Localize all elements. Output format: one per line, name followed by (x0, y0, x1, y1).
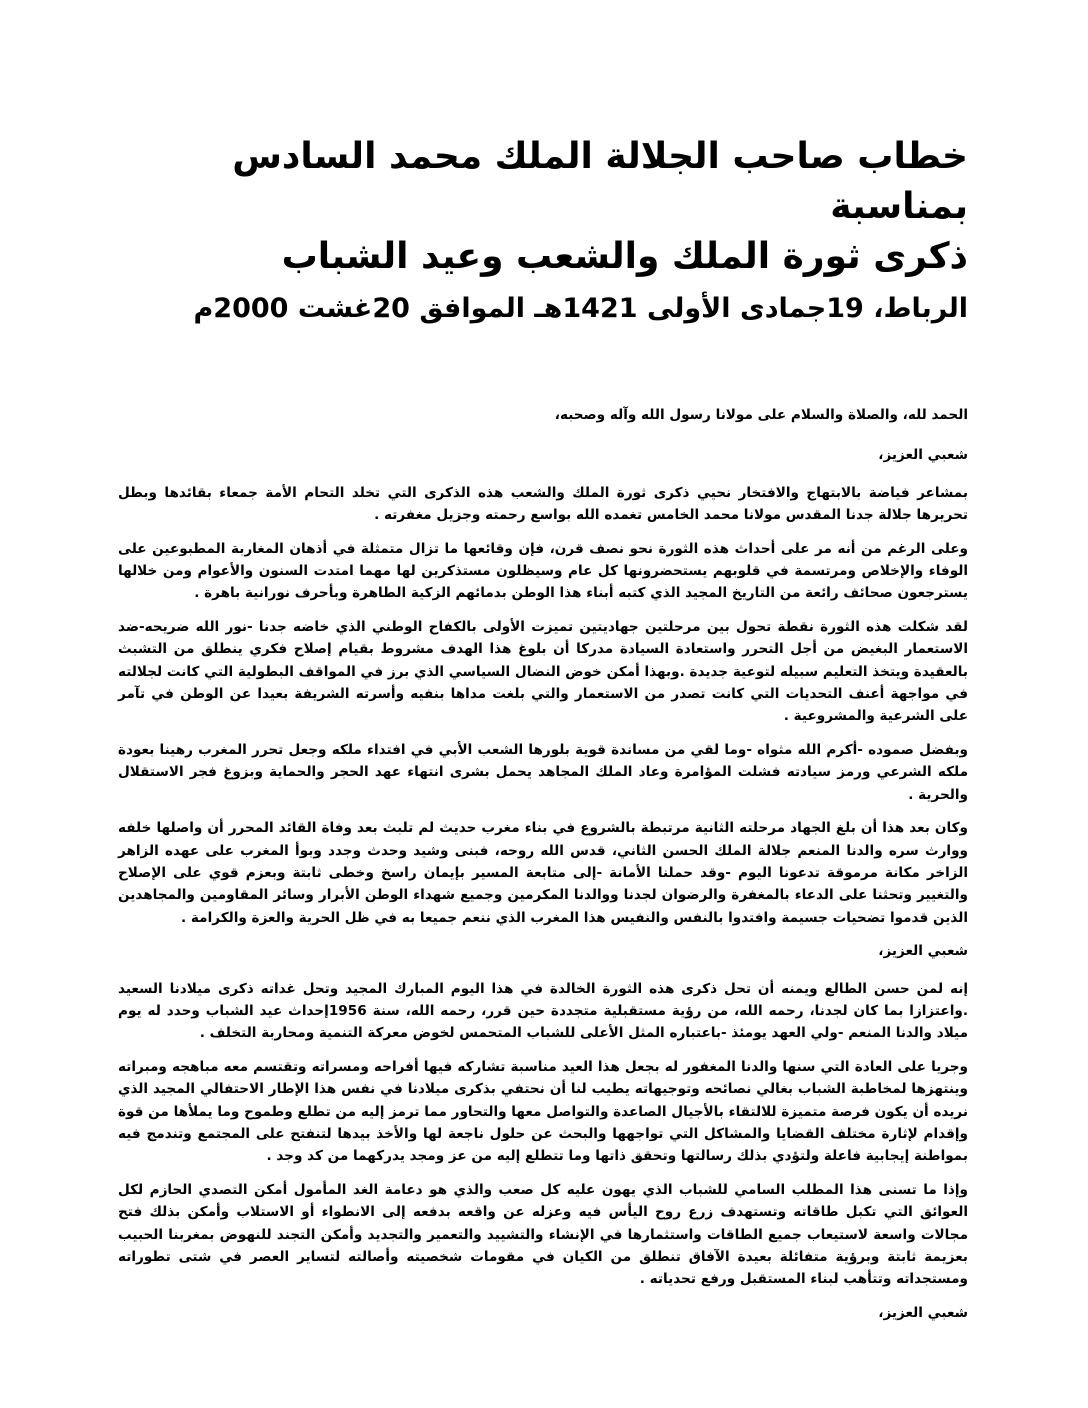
dateline: الرباط، 19جمادى الأولى 1421هـ الموافق 20غشت 2000م (193, 293, 968, 324)
paragraph: وإذا ما تسنى هذا المطلب السامي للشباب الذي يهون عليه كل صعب والذي هو دعامة الغد المأمول أمكن التصدي الحازم لكل العوائق التي تكبل طاقاته وتستهدف زرع روح اليأس فيه وعزله عن واقعه بدفعه إلى الانطواء أو الاستلاب وأمكن بذلك فتح مجالات واسعة لاستيعاب جميع الطاقات واستثمارها في الإنشاء والتشييد والتعمير والتجديد وأمكن التجند للنهوض بمغربنا الحبيب بعزيمة ثابتة وبرؤية متفائلة بعيدة الآفاق تنطلق من الكيان في مقومات شخصيته وأصالته لتساير العصر في شتى تطوراته ومستجداته وتتأهب لبناء المستقبل ورفع تحدياته . (118, 1181, 968, 1288)
speech-body (118, 404, 968, 1324)
salutation: شعبي العزيز، (878, 447, 968, 464)
salutation: شعبي العزيز، (878, 1304, 968, 1321)
opening-invocation: الحمد لله، والصلاة والسلام على مولانا رسول الله وآله وصحبه، (554, 407, 968, 423)
speech-document (118, 132, 968, 1339)
paragraph: بمشاعر فياضة بالابتهاج والافتخار نحيي ذكرى ثورة الملك والشعب هذه الذكرى التي تخلد التحام الأمة جمعاء بقائدها وبطل تحريرها جلالة جدنا المقدس مولانا محمد الخامس تغمده الله بواسع رحمته وجزيل مغفرته . (118, 484, 968, 524)
paragraph: وعلى الرغم من أنه مر على أحداث هذه الثورة نحو نصف قرن، فإن وقائعها ما تزال متمثلة في أذهان المغاربة المطبوعين على الوفاء والإخلاص ومرتسمة في قلوبهم يستحضرونها كل عام وسيظلون مستذكرين لها مهما امتدت السنون والأعوام ومن خلالها يسترجعون صحائف رائعة من التاريخ المجيد الذي كتبه أبناء هذا الوطن بدمائهم الزكية الطاهرة وبأحرف نورانية باهرة . (118, 540, 968, 602)
paragraph: إنه لمن حسن الطالع ويمنه أن تحل ذكرى هذه الثورة الخالدة في هذا اليوم المبارك المجيد وتحل غداته ذكرى ميلادنا السعيد .واعتزازا بما كان لجدنا، رحمه الله، من رؤية مستقبلية متجددة حين قرر، رحمه الله، سنة 1956إحداث عيد الشباب وحدد له يوم ميلاد والدنا المنعم -ولي العهد يومئذ -باعتباره المثل الأعلى للشباب المتحمس لخوض معركة التنمية ومحاربة التخلف . (118, 980, 968, 1042)
paragraph: وبفضل صموده -أكرم الله مثواه -وما لقي من مساندة قوية بلورها الشعب الأبي في افتداء ملكه وجعل تحرر المغرب رهينا بعودة ملكه الشرعي ورمز سيادته فشلت المؤامرة وعاد الملك المجاهد يحمل بشرى انتهاء عهد الحجر والحماية وبزوغ فجر الاستقلال والحرية . (118, 741, 968, 803)
title-line-1: خطاب صاحب الجلالة الملك محمد السادس بمناسبة (232, 136, 968, 227)
paragraph: لقد شكلت هذه الثورة نقطة تحول بين مرحلتين جهاديتين تميزت الأولى بالكفاح الوطني الذي خاضه جدنا -نور الله ضريحه-ضد الاستعمار البغيض من أجل التحرر واستعادة السيادة مدركا أن بلوغ هذا الهدف مشروط بقيام إصلاح فكري ينطلق من التشبث بالعقيدة ويتخذ التعليم سبيله لتوعية جديدة .وبهذا أمكن خوض النضال السياسي الذي برز في المواقف البطولية التي كانت لجلالته في مواجهة أعنف التحديات التي كانت تصدر من الاستعمار والتي بلغت مداها بنفيه وأسرته الشريفة بعيدا عن الوطن في تآمر على الشرعية والمشروعية . (118, 618, 968, 725)
title-line-2: ذكرى ثورة الملك والشعب وعيد الشباب (281, 236, 968, 277)
salutation: شعبي العزيز، (878, 943, 968, 960)
paragraph: وكان بعد هذا أن بلغ الجهاد مرحلته الثانية مرتبطة بالشروع في بناء مغرب حديث لم تلبث بعد وفاة القائد المحرر أن واصلها خلفه ووارث سره والدنا المنعم جلالة الملك الحسن الثاني، قدس الله روحه، فبنى وشيد وحدث وجدد وبوأ المغرب على عهده الزاهر الزاخر مكانة مرموقة تدعونا اليوم -وقد حملنا الأمانة -إلى متابعة المسير بإيمان راسخ وخطى ثابتة وبعزم قوي على الإصلاح والتغيير وتحثنا على الدعاء بالمغفرة والرضوان لجدنا ووالدنا المكرمين وجميع شهداء الوطن الأبرار وسائر المقاومين والمجاهدين الذين قدموا تضحيات جسيمة وافتدوا بالنفس والنفيس هذا المغرب الذي ننعم جميعا به في ظل الحرية والعزة والكرامة . (118, 820, 968, 926)
paragraph: وجريا على العادة التي سنها والدنا المغفور له بجعل هذا العيد مناسبة تشاركه فيها أفراحه ومسراته وتقتسم معه مباهجه ومبراته وينتهزها لمخاطبة الشباب بغالي نصائحه وتوجيهاته يطيب لنا أن نحتفي بذكرى ميلادنا في نفس هذا الإطار الاحتفالي المجيد الذي نريده أن يكون فرصة متميزة للالتقاء بالأجيال الصاعدة والتواصل معها والتحاور مما ترمز إليه من تطلع وطموح وما يملأها من قوة وإقدام لإثارة مختلف القضايا والمشاكل التي تواجهها والبحث عن حلول ناجعة لها والأخذ بيدها لتنفتح على المجتمع وتندمج فيه بمواطنة إيجابية فاعلة ولتؤدي بذلك رسالتها وتحقق ذاتها وما تتطلع إليه من عز ومجد يدركهما من كد وجد . (118, 1058, 968, 1165)
speech-title (118, 132, 968, 282)
